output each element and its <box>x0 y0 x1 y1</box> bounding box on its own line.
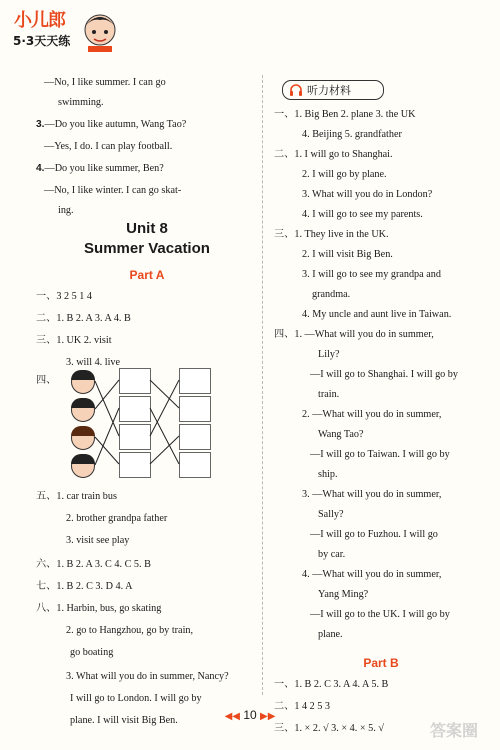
page-number: 10 <box>243 708 257 722</box>
listening-material-label: 听力材料 <box>307 84 351 97</box>
text-line: Yang Ming? <box>318 589 369 600</box>
text-line: 五、1. car train bus <box>36 491 117 502</box>
text-line: —I will go to Taiwan. I will go by <box>310 449 450 460</box>
item-text: —Do you like autumn, Wang Tao? <box>44 119 187 130</box>
text-line: —No, I like summer. I can go <box>44 77 166 88</box>
text-line: Sally? <box>318 509 344 520</box>
text-line: Lily? <box>318 349 340 360</box>
text-line: 三、1. × 2. √ 3. × 4. × 5. √ <box>274 723 384 734</box>
text-line: swimming. <box>58 97 104 108</box>
text-line: 七、1. B 2. C 3. D 4. A <box>36 581 133 592</box>
watermark <box>414 716 494 746</box>
text-line: 3. —What will you do in summer, <box>302 489 442 500</box>
text-line: 一、3 2 5 1 4 <box>36 291 93 302</box>
next-arrow-icon: ▶▶ <box>260 711 276 722</box>
unit-title: Unit 8 <box>126 220 168 237</box>
text-line: 3. visit see play <box>66 535 130 546</box>
text-line: ing. <box>58 205 74 216</box>
text-line: 2. I will go by plane. <box>302 169 387 180</box>
text-line: I will go to London. I will go by <box>70 693 202 704</box>
mascot-icon <box>80 8 120 52</box>
column-divider <box>262 75 263 695</box>
text-line: 3. What will you do in summer, Nancy? <box>66 671 229 682</box>
prev-arrow-icon: ◀◀ <box>224 711 240 722</box>
text-line: 3. I will go to see my grandpa and <box>302 269 441 280</box>
text-line: 二、1. B 2. A 3. A 4. B <box>36 313 131 324</box>
part-b-title: Part B <box>363 656 399 670</box>
brand-name: 小儿郎 <box>14 10 65 31</box>
text-line: plane. I will visit Big Ben. <box>70 715 178 726</box>
part-a-title: Part A <box>129 268 165 282</box>
watermark-logo <box>414 716 494 746</box>
text-line: 一、1. B 2. C 3. A 4. A 5. B <box>274 679 389 690</box>
text-line: 2. brother grandpa father <box>66 513 168 524</box>
text-line: 2. go to Hangzhou, go by train, <box>66 625 194 636</box>
text-line: by car. <box>318 549 346 560</box>
text-line: —I will go to the UK. I will go by <box>310 609 450 620</box>
text-line: —I will go to Fuzhou. I will go <box>310 529 438 540</box>
text-line: 四、1. —What will you do in summer, <box>274 329 434 340</box>
text-line: 4. Beijing 5. grandfather <box>302 129 402 140</box>
text-line: ship. <box>318 469 338 480</box>
brand-subtitle: 5·3天天练 <box>13 34 71 48</box>
text-line: 二、1. I will go to Shanghai. <box>274 149 393 160</box>
item-text: —Do you like summer, Ben? <box>44 163 164 174</box>
svg-text:答案圈: 答案圈 <box>429 721 479 740</box>
text-line: 4. —What will you do in summer, <box>302 569 442 580</box>
text-line: 4. My uncle and aunt live in Taiwan. <box>302 309 452 320</box>
unit-subtitle: Summer Vacation <box>84 240 210 257</box>
text-line: 3. What will you do in London? <box>302 189 433 200</box>
text-line: 3. will 4. live <box>66 357 121 368</box>
text-line: 2. I will visit Big Ben. <box>302 249 393 260</box>
listening-material-tag <box>282 80 384 100</box>
text-line <box>36 118 186 132</box>
text-line: —No, I like winter. I can go skat- <box>44 185 182 196</box>
text-line: 四、 <box>36 375 57 386</box>
text-line: grandma. <box>312 289 351 300</box>
text-line: 一、1. Big Ben 2. plane 3. the UK <box>274 109 416 120</box>
brand-logo <box>6 4 124 60</box>
matching-exercise <box>67 366 217 478</box>
text-line: 2. —What will you do in summer, <box>302 409 442 420</box>
item-number: 3. <box>36 119 45 130</box>
headphones-icon <box>289 83 303 97</box>
text-line: 三、1. They live in the UK. <box>274 229 389 240</box>
text-line: 八、1. Harbin, bus, go skating <box>36 603 162 614</box>
text-line <box>36 162 164 176</box>
matching-lines <box>67 366 217 478</box>
text-line: 六、1. B 2. A 3. C 4. C 5. B <box>36 559 151 570</box>
text-line: —Yes, I do. I can play football. <box>44 141 173 152</box>
text-line: go boating <box>70 647 114 658</box>
text-line: plane. <box>318 629 343 640</box>
text-line: —I will go to Shanghai. I will go by <box>310 369 458 380</box>
item-number: 4. <box>36 163 45 174</box>
text-line: train. <box>318 389 340 400</box>
text-line: 三、1. UK 2. visit <box>36 335 112 346</box>
text-line: Wang Tao? <box>318 429 364 440</box>
text-line: 4. I will go to see my parents. <box>302 209 423 220</box>
text-line: 二、1 4 2 5 3 <box>274 701 331 712</box>
